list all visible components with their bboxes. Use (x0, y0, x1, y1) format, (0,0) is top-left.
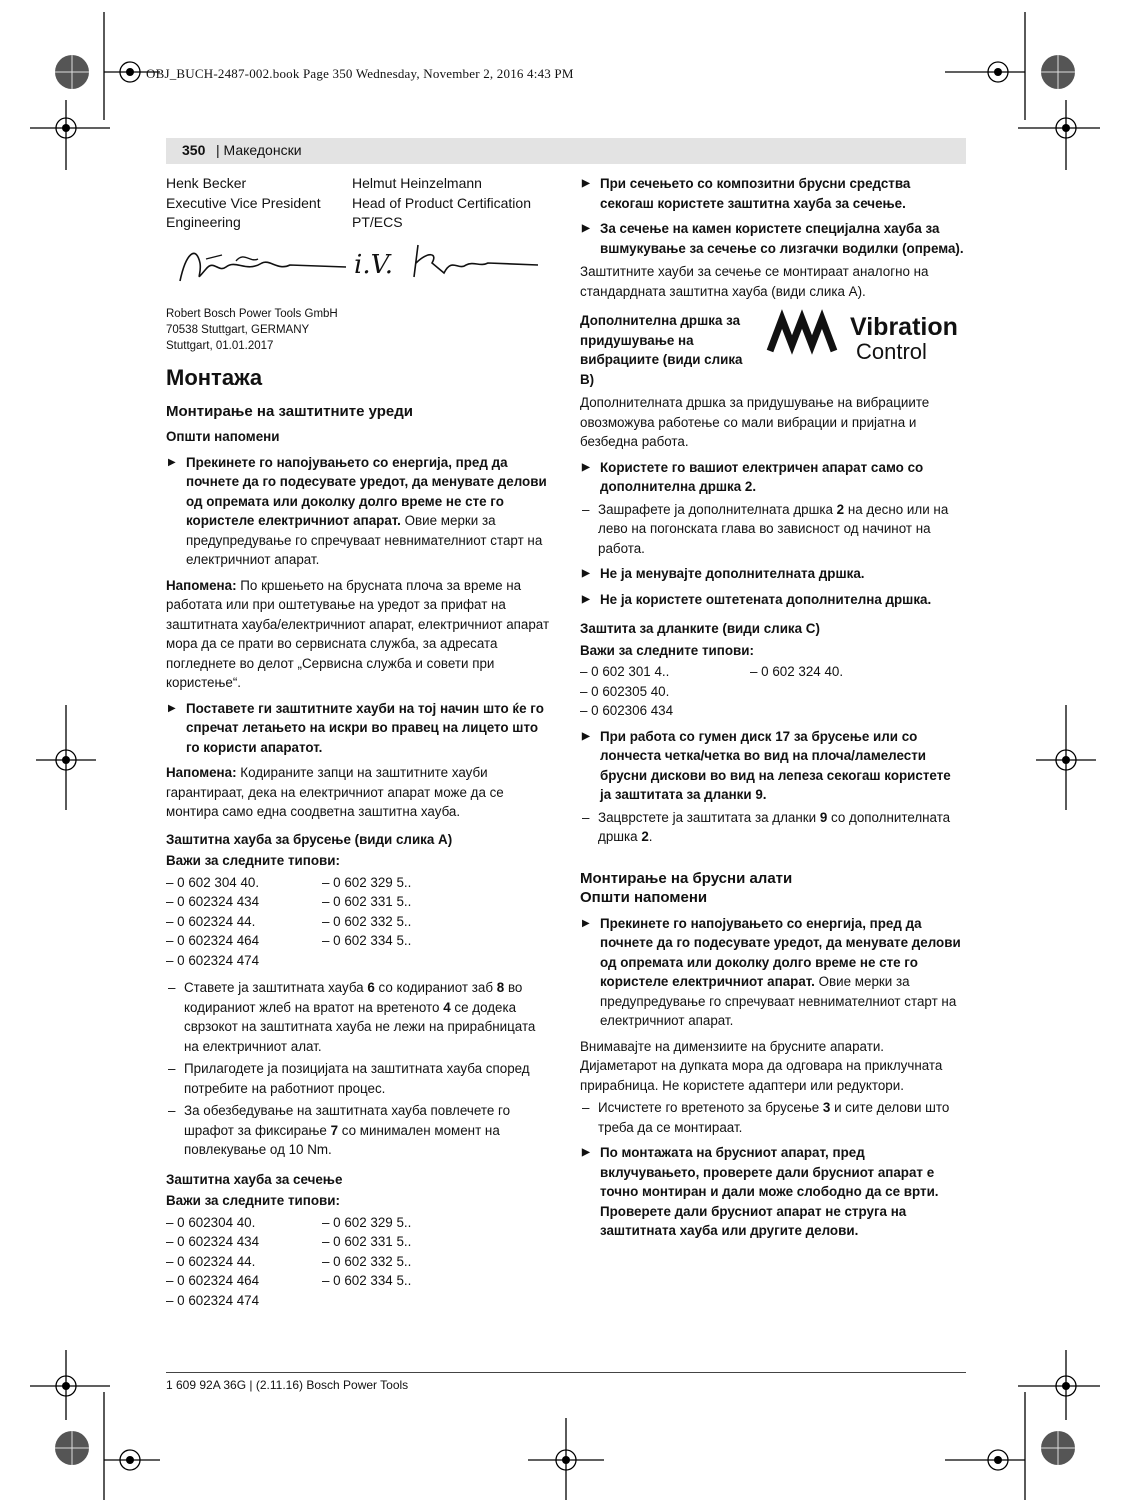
para-cutting-guards: Заштитните хауби за сечење се монтираат аналогно на стандардната заштитна хауба (види слика A). (580, 264, 929, 299)
logo-text-control: Control (856, 339, 927, 363)
step-place-guard: – Ставете ја заштитната хауба 6 со кодираниот заб 8 во кодираниот жлеб на вратот на вретеното 4 се додека сврзокот на заштитната хауба не лежи на прирабницата на електричниот алат. (166, 978, 550, 1056)
step-fasten-hand-guard: – Зацврстете ја заштитата за дланки 9 со дополнителната дршка 2. (580, 808, 964, 847)
types-list-grinding: – 0 602 304 40. – 0 602 329 5.. – 0 602324 434 – 0 602 331 5.. – 0 602324 44. – 0 602 332 5.. – 0 602324 464 – 0 602 334 5.. – 0 602324 474 (166, 874, 412, 968)
signatories (166, 174, 550, 233)
heading-cutting-guard: Заштитна хауба за сечење (166, 1171, 343, 1187)
signature-iv: i.V. (354, 249, 394, 280)
signatory-name: Helmut Heinzelmann (352, 175, 482, 191)
signatory-title: Executive Vice President (166, 194, 321, 211)
para-vibration: Дополнителната дршка за придушување на вибрациите овозможува работење со мали вибрации и пријатна и безбедна работа. (580, 395, 930, 449)
footer-divider (166, 1372, 966, 1373)
heading-vibration-handle: Дополнителна дршка за придушување на вибрациите (види слика B) (580, 313, 743, 387)
heading-general: Општи напомени (166, 429, 280, 444)
footer: 1 609 92A 36G | (2.11.16) Bosch Power Tools (166, 1378, 409, 1392)
company-name: Robert Bosch Power Tools GmbH (166, 308, 338, 320)
bullet-sparks: ▶ Поставете ги заштитните хауби на тој начин што ќе го спречат летањето на искри во правец на лицето што го користи апаратот. (166, 699, 550, 758)
applies-label: Важи за следните типови: (166, 1193, 340, 1208)
right-column (580, 174, 964, 1243)
step-clean-spindle: – Исчистете го вретеното за брусење 3 и сите делови што треба да се монтираат. (580, 1098, 964, 1137)
types-list-hand-guard: – 0 602 301 4.. – 0 602 324 40. – 0 602305 40. – 0 602306 434 (580, 664, 844, 718)
bullet-disconnect-2: ▶ Прекинете го напојувањето со енергија, пред да почнете да го подесувате уредот, да менувате делови од опремата или доколку долго време не сте го користеле електричниот апарат. Овие мерки за предупредување го спречуваат невнимателниот старт на електричниот апарат. (580, 914, 964, 1031)
section-title-assembly: Монтажа (166, 365, 263, 390)
note-1: Напомена: По кршењето на брусната плоча за време на работата или при оштетување на уредот за прифат на заштитната хауба/електричниот апарат, електричниот апарат мора да се прати во сервисната служба, за адресата погледнете во делот „Сервисна служба и совети при користење“. (166, 577, 550, 690)
heading-tools: Монтирање на брусни алати (580, 869, 793, 887)
bullet-stone: ▶ За сечење на камен користете специјална хауба за вшмукување за сечење со лизгачки водилки (опрема). (580, 219, 964, 258)
page-number: 350 (182, 142, 206, 158)
heading-guards: Монтирање на заштитните уреди (166, 402, 414, 420)
print-info: OBJ_BUCH-2487-002.book Page 350 Wednesday, November 2, 2016 4:43 PM (146, 66, 574, 81)
signatory-name: Henk Becker (166, 175, 247, 191)
bullet-no-damaged: ▶ Не ја користете оштетената дополнителна дршка. (580, 590, 964, 610)
bullet-disconnect: ▶ Прекинете го напојувањето со енергија, пред да почнете да го подесувате уредот, да менувате делови од опремата или доколку долго време не сте го користеле електричниот апарат. Овие мерки за предупредување го спречуваат невнимателниот старт на електричниот апарат. (166, 453, 550, 570)
vibration-control-logo (764, 307, 964, 363)
signatory-2 (352, 174, 538, 233)
signatory-dept: Engineering (166, 214, 241, 230)
step-secure-guard: – За обезбедување на заштитната хауба повлечете го шрафот за фиксирање 7 со минимален момент на повлекување од 10 Nm. (166, 1101, 550, 1160)
para-dimensions: Внимавајте на димензиите на брусните апарати. Дијаметарот на дупката мора да одговара на приклучната прирабница. Не користете адаптери или редуктори. (580, 1038, 943, 1093)
heading-grinding-guard: Заштитна хауба за брусење (види слика A) (166, 831, 453, 847)
applies-label: Важи за следните типови: (166, 853, 340, 868)
signatory-dept: PT/ECS (352, 214, 403, 230)
signatures-image (166, 233, 550, 295)
step-adjust-guard: – Прилагодете ја позицијата на заштитната хауба според потребите на работниот процес. (166, 1059, 550, 1098)
company-address: 70538 Stuttgart, GERMANY (166, 324, 310, 336)
heading-general-2: Општи напомени (580, 889, 708, 906)
types-list-cutting: – 0 602304 40. – 0 602 329 5.. – 0 602324 434 – 0 602 331 5.. – 0 602324 44. – 0 602 332 5.. – 0 602324 464 – 0 602 334 5.. – 0 602324 474 (166, 1214, 412, 1308)
applies-label: Важи за следните типови: (580, 642, 754, 658)
page-header (166, 138, 966, 164)
company-info (166, 306, 550, 354)
note-2: Напомена: Кодираните запци на заштитните хауби гарантираат, дека на електричниот апарат може да се монтира само една соодветна заштитна хауба. (166, 765, 504, 819)
page-language: | Македонски (216, 142, 302, 158)
logo-text-vibration: Vibration (850, 313, 958, 341)
bullet-rubber-disc: ▶ При работа со гумен диск 17 за брусење или со лончеста четка/четка во вид на плоча/ламелести брусни дискови во вид на лепеза секогаш користете ја заштитата за дланки 9. (580, 727, 964, 805)
step-screw-handle: – Зашрафете ја дополнителната дршка 2 на десно или на лево на погонската глава во зависност од начинот на работа. (580, 500, 964, 559)
vibration-section-head (580, 307, 964, 393)
bullet-composite: ▶ При сечењето со композитни брусни средства секогаш користете заштитна хауба за сечење. (580, 174, 964, 213)
bullet-use-handle: ▶ Користете го вашиот електричен апарат само со дополнителна дршка 2. (580, 458, 964, 497)
left-column (166, 174, 550, 1310)
signatory-title: Head of Product Certification (352, 194, 531, 211)
signatory-1 (166, 174, 352, 233)
bullet-no-modify: ▶ Не ја менувајте дополнителната дршка. (580, 564, 964, 584)
bullet-check-tool: ▶ По монтажата на брусниот апарат, пред вклучувањето, проверете дали брусниот апарат е точно монтиран и дали може слободно да се врти. Проверете дали брусниот апарат не струга на заштитната хауба или другите делови. (580, 1143, 964, 1241)
heading-hand-guard: Заштита за дланките (види слика C) (580, 621, 820, 636)
company-date: Stuttgart, 01.01.2017 (166, 340, 274, 352)
